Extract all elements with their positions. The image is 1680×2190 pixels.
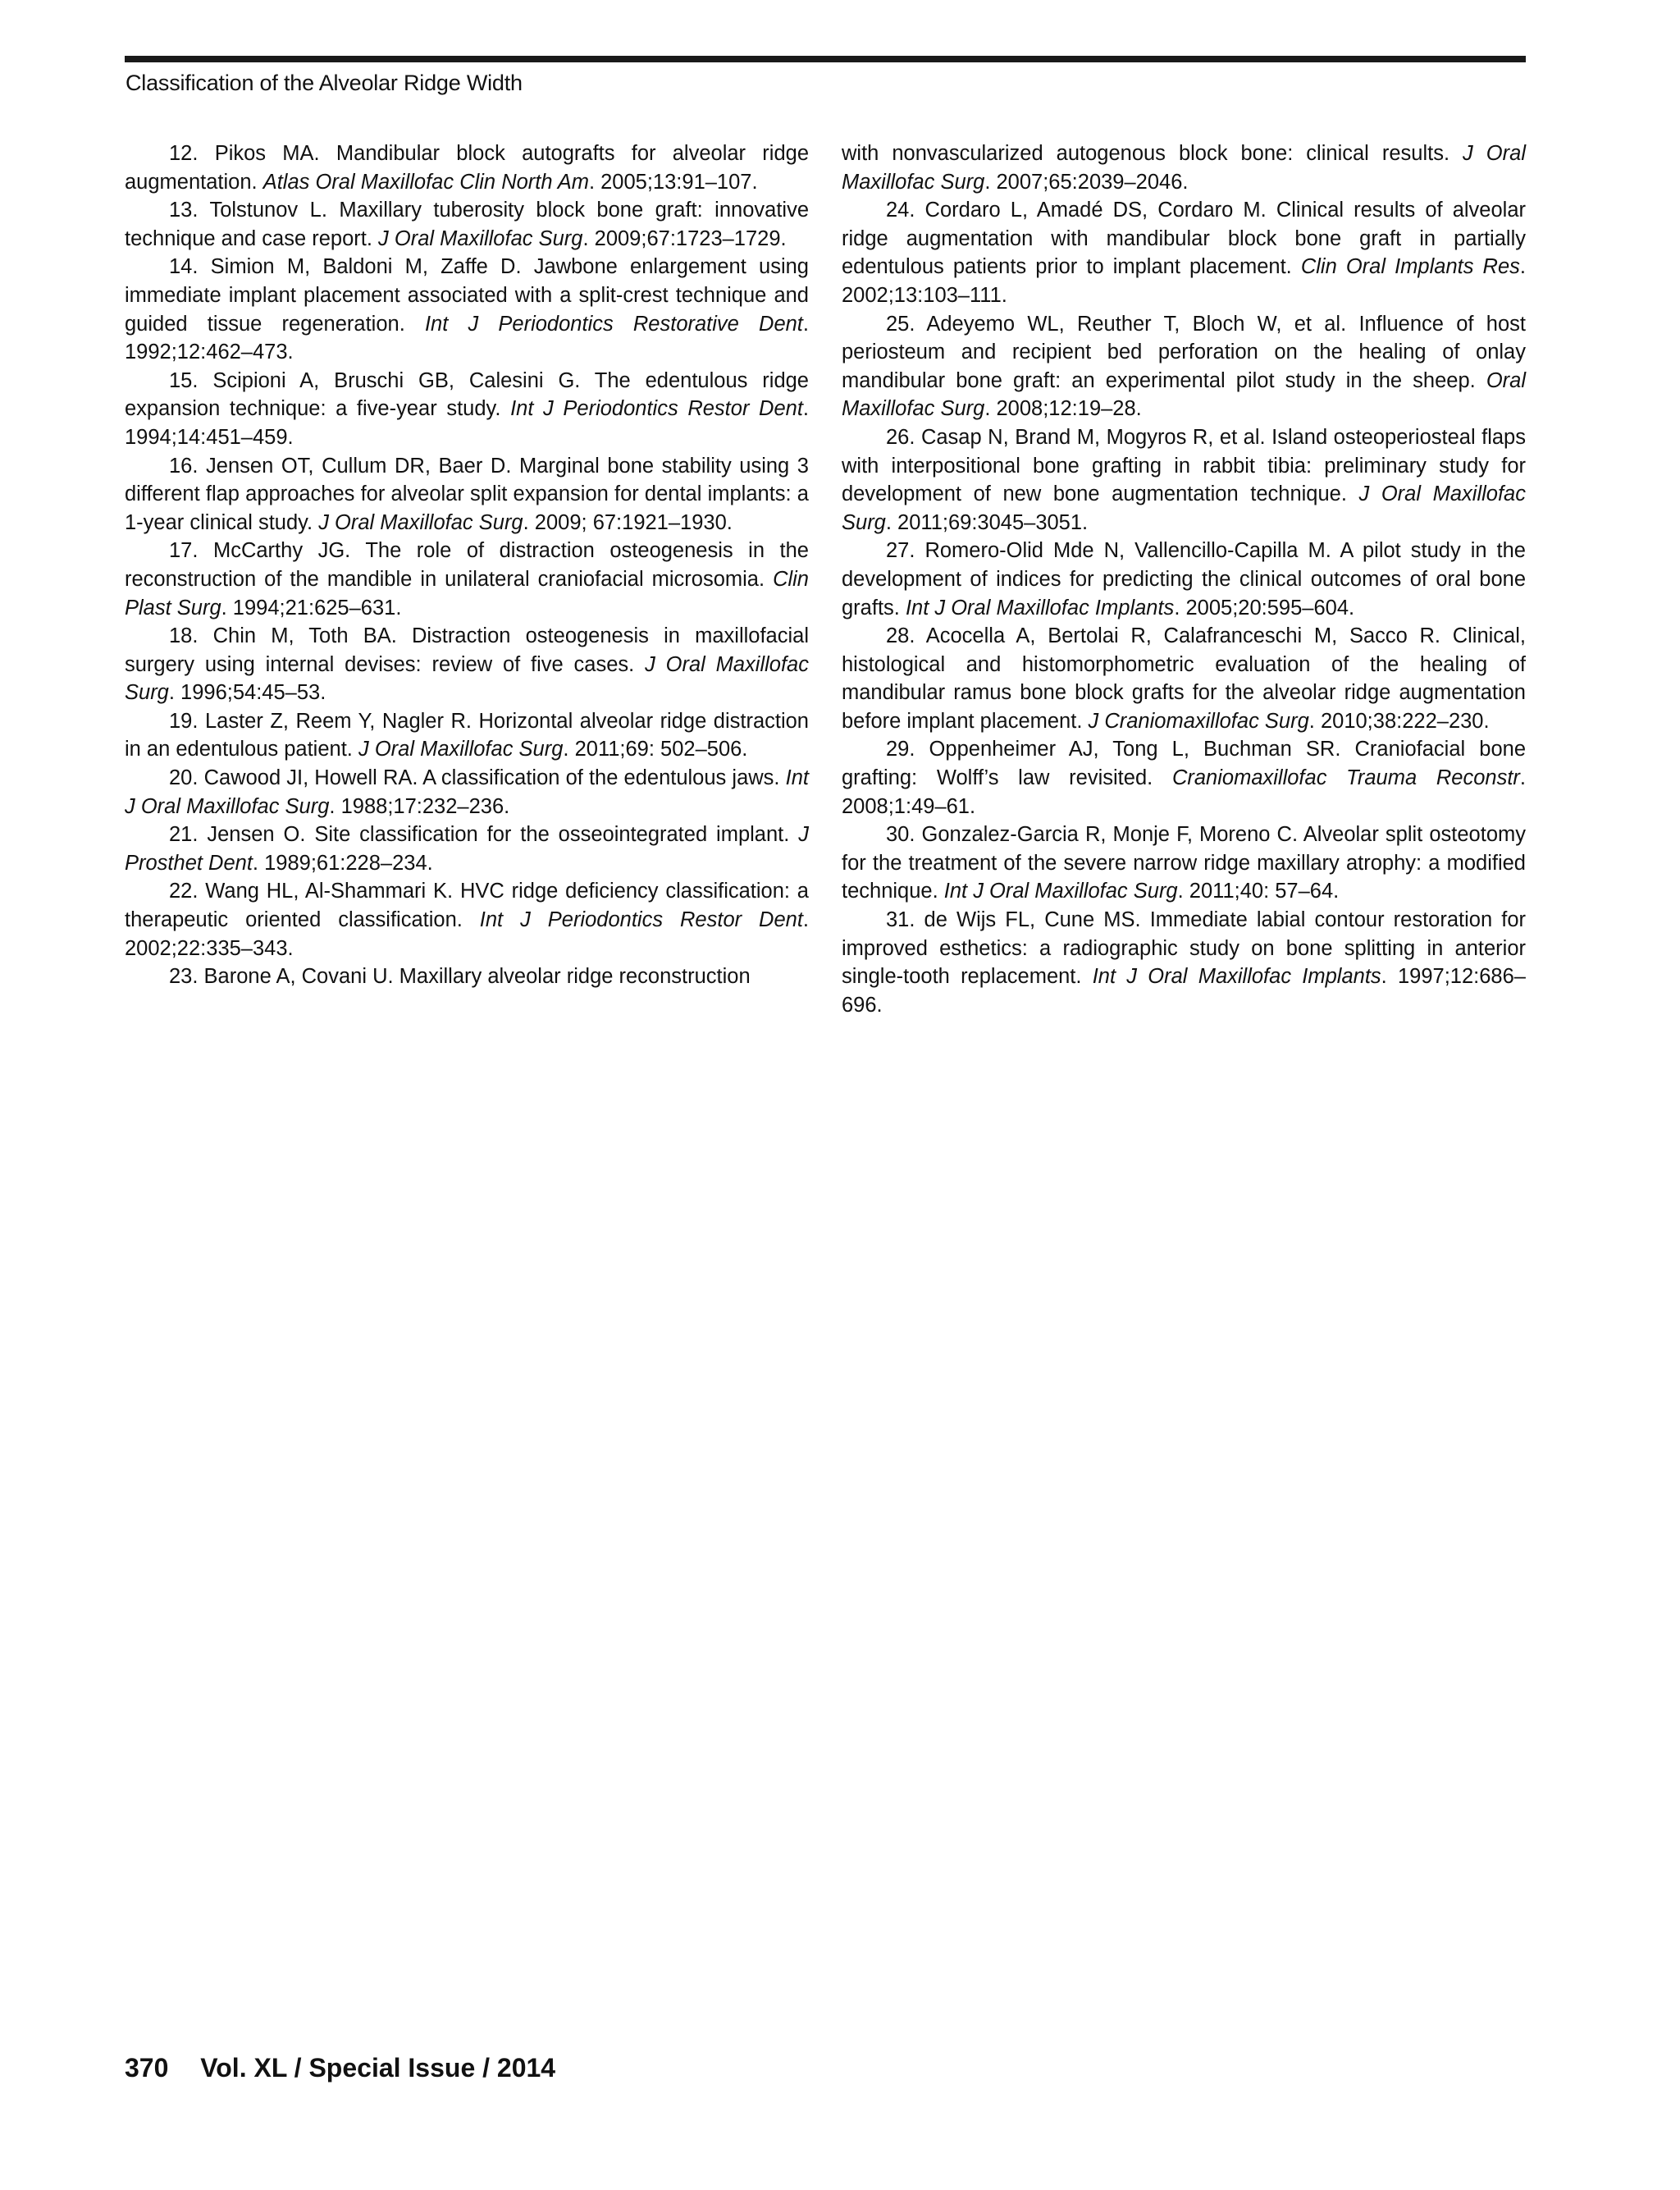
reference-item: 12. Pikos MA. Mandibular block autografts for alveolar ridge augmentation. Atlas Oral Maxillofac Clin North Am. 2005;13:91–107. xyxy=(125,142,809,194)
reference-item-continued: with nonvascularized autogenous block bone: clinical results. J Oral Maxillofac Surg. 2007;65:2039–2046. xyxy=(842,142,1526,194)
reference-item: 19. Laster Z, Reem Y, Nagler R. Horizontal alveolar ridge distraction in an edentulous patient. J Oral Maxillofac Surg. 2011;69: 502–506. xyxy=(125,709,809,761)
top-rule xyxy=(125,56,1526,62)
page-number: 370 xyxy=(125,2053,169,2083)
reference-item: 22. Wang HL, Al-Shammari K. HVC ridge deficiency classification: a therapeutic oriented classification. Int J Periodontics Restor Dent. 2002;22:335–343. xyxy=(125,880,810,960)
journal-issue: Vol. XL / Special Issue / 2014 xyxy=(200,2053,556,2083)
reference-item: 16. Jensen OT, Cullum DR, Baer D. Marginal bone stability using 3 different flap approaches for alveolar split expansion for dental implants: a 1-year clinical study. J Oral Maxillofac Surg. 2009; 67:1921–1930. xyxy=(125,454,809,534)
reference-item: 15. Scipioni A, Bruschi GB, Calesini G. The edentulous ridge expansion technique: a five-year study. Int J Periodontics Restor Dent. 1994;14:451–459. xyxy=(125,368,809,449)
running-title: Classification of the Alveolar Ridge Width xyxy=(126,71,523,95)
reference-item: 31. de Wijs FL, Cune MS. Immediate labial contour restoration for improved esthetics: a radiographic study on bone splitting in anterior single-tooth replacement. Int J Oral Maxillofac Implants. 1997;12:686–696. xyxy=(842,908,1526,1017)
reference-item: 18. Chin M, Toth BA. Distraction osteogenesis in maxillofacial surgery using internal devises: review of five cases. J Oral Maxillofac Surg. 1996;54:45–53. xyxy=(125,624,809,705)
reference-item: 25. Adeyemo WL, Reuther T, Bloch W, et al. Influence of host periosteum and recipient bed perforation on the healing of onlay mandibular bone graft: an experimental pilot study in the sheep. Oral Maxillofac Surg. 2008;12:19–28. xyxy=(842,312,1526,421)
reference-item: 21. Jensen O. Site classification for the osseointegrated implant. J Prosthet Dent. 1989;61:228–234. xyxy=(125,823,809,875)
reference-item: 29. Oppenheimer AJ, Tong L, Buchman SR. Craniofacial bone grafting: Wolff’s law revisited. Craniomaxillofac Trauma Reconstr. 2008;1:49–61. xyxy=(842,738,1526,818)
reference-item: 28. Acocella A, Bertolai R, Calafranceschi M, Sacco R. Clinical, histological and histomorphometric evaluation of the healing of mandibular ramus bone block grafts for the alveolar ridge augmentation before implant placement. J Craniomaxillofac Surg. 2010;38:222–230. xyxy=(842,624,1526,733)
reference-item: 24. Cordaro L, Amadé DS, Cordaro M. Clinical results of alveolar ridge augmentation with mandibular block bone graft in partially edentulous patients prior to implant placement. Clin Oral Implants Res. 2002;13:103–111. xyxy=(842,199,1527,307)
reference-item: 17. McCarthy JG. The role of distraction osteogenesis in the reconstruction of the mandible in unilateral craniofacial microsomia. Clin Plast Surg. 1994;21:625–631. xyxy=(125,539,809,620)
reference-item: 14. Simion M, Baldoni M, Zaffe D. Jawbone enlargement using immediate implant placement associated with a split-crest technique and guided tissue regeneration. Int J Periodontics Restorative Dent. 1992;12:462–473. xyxy=(125,255,809,364)
reference-item: 26. Casap N, Brand M, Mogyros R, et al. Island osteoperiosteal flaps with interpositional bone grafting in rabbit tibia: preliminary study for development of new bone augmentation technique. J Oral Maxillofac Surg. 2011;69:3045–3051. xyxy=(842,425,1526,534)
reference-item: 27. Romero-Olid Mde N, Vallencillo-Capilla M. A pilot study in the development of indices for predicting the clinical outcomes of oral bone grafts. Int J Oral Maxillofac Implants. 2005;20:595–604. xyxy=(842,539,1526,620)
reference-item: 20. Cawood JI, Howell RA. A classification of the edentulous jaws. Int J Oral Maxillofac Surg. 1988;17:232–236. xyxy=(125,766,809,818)
reference-item: 13. Tolstunov L. Maxillary tuberosity block bone graft: innovative technique and case report. J Oral Maxillofac Surg. 2009;67:1723–1729. xyxy=(125,199,809,250)
references-column-left xyxy=(125,139,809,991)
reference-item: 23. Barone A, Covani U. Maxillary alveolar ridge reconstruction xyxy=(169,965,751,989)
reference-item: 30. Gonzalez-Garcia R, Monje F, Moreno C. Alveolar split osteotomy for the treatment of the severe narrow ridge maxillary atrophy: a modified technique. Int J Oral Maxillofac Surg. 2011;40: 57–64. xyxy=(842,823,1526,903)
page-footer xyxy=(125,2051,555,2084)
references-column-right xyxy=(842,139,1526,1019)
